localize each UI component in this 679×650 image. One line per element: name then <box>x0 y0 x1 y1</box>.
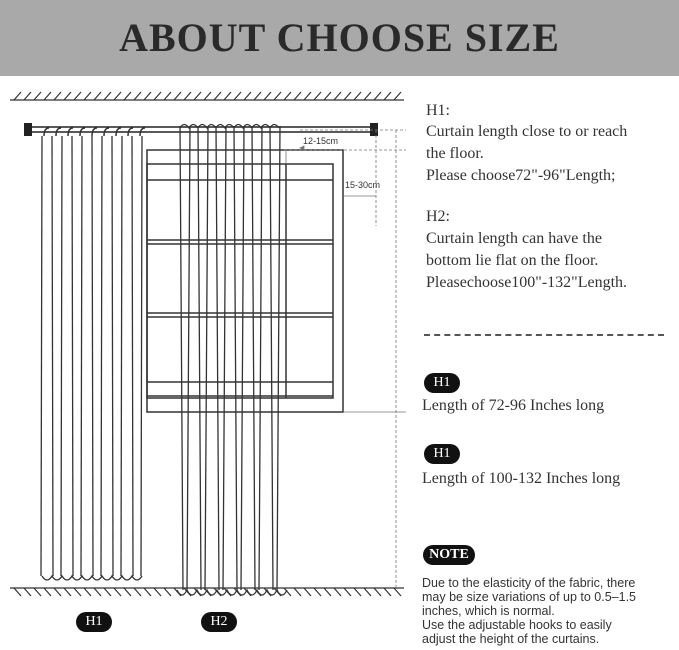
note-line3: inches, which is normal. <box>422 604 555 618</box>
note-text <box>422 576 672 646</box>
h2-heading: H2: <box>426 208 450 225</box>
h2-line3: Pleasechoose100"-132"Length. <box>426 274 628 291</box>
gap-label-rod <box>303 136 338 146</box>
svg-text:15-30cm: 15-30cm <box>345 180 381 190</box>
note-line5: adjust the height of the curtains. <box>422 632 600 646</box>
note-line4: Use the adjustable hooks to easily <box>422 618 612 632</box>
h2-line2: bottom lie flat on the floor. <box>426 252 599 269</box>
section-divider <box>424 334 664 336</box>
legend-text-1: Length of 72-96 Inches long <box>422 397 605 414</box>
bottom-label-h1: H1 <box>76 612 112 632</box>
legend-badge-1: H1 <box>424 373 460 393</box>
note-badge: NOTE <box>423 545 475 565</box>
bottom-label-h2: H2 <box>201 612 237 632</box>
h1-line2: the floor. <box>426 145 484 162</box>
h2-line1: Curtain length can have the <box>426 230 602 247</box>
measurement-guides <box>284 130 406 588</box>
h1-heading: H1: <box>426 102 450 119</box>
note-line1: Due to the elasticity of the fabric, there <box>422 576 636 590</box>
gap-label-side <box>345 180 380 190</box>
h1-line3: Please choose72"-96"Length; <box>426 167 616 184</box>
window-frame <box>147 150 343 412</box>
h1-line1: Curtain length close to or reach <box>426 123 628 140</box>
curtain-h2 <box>177 125 287 596</box>
svg-text:12-15cm: 12-15cm <box>303 136 339 146</box>
legend-badge-2: H1 <box>424 444 460 464</box>
ceiling-line <box>10 92 404 100</box>
curtain-h1 <box>41 128 145 580</box>
legend-text-2: Length of 100-132 Inches long <box>422 470 621 487</box>
note-line2: may be size variations of up to 0.5–1.5 <box>422 590 637 604</box>
page-title: ABOUT CHOOSE SIZE <box>119 15 560 60</box>
